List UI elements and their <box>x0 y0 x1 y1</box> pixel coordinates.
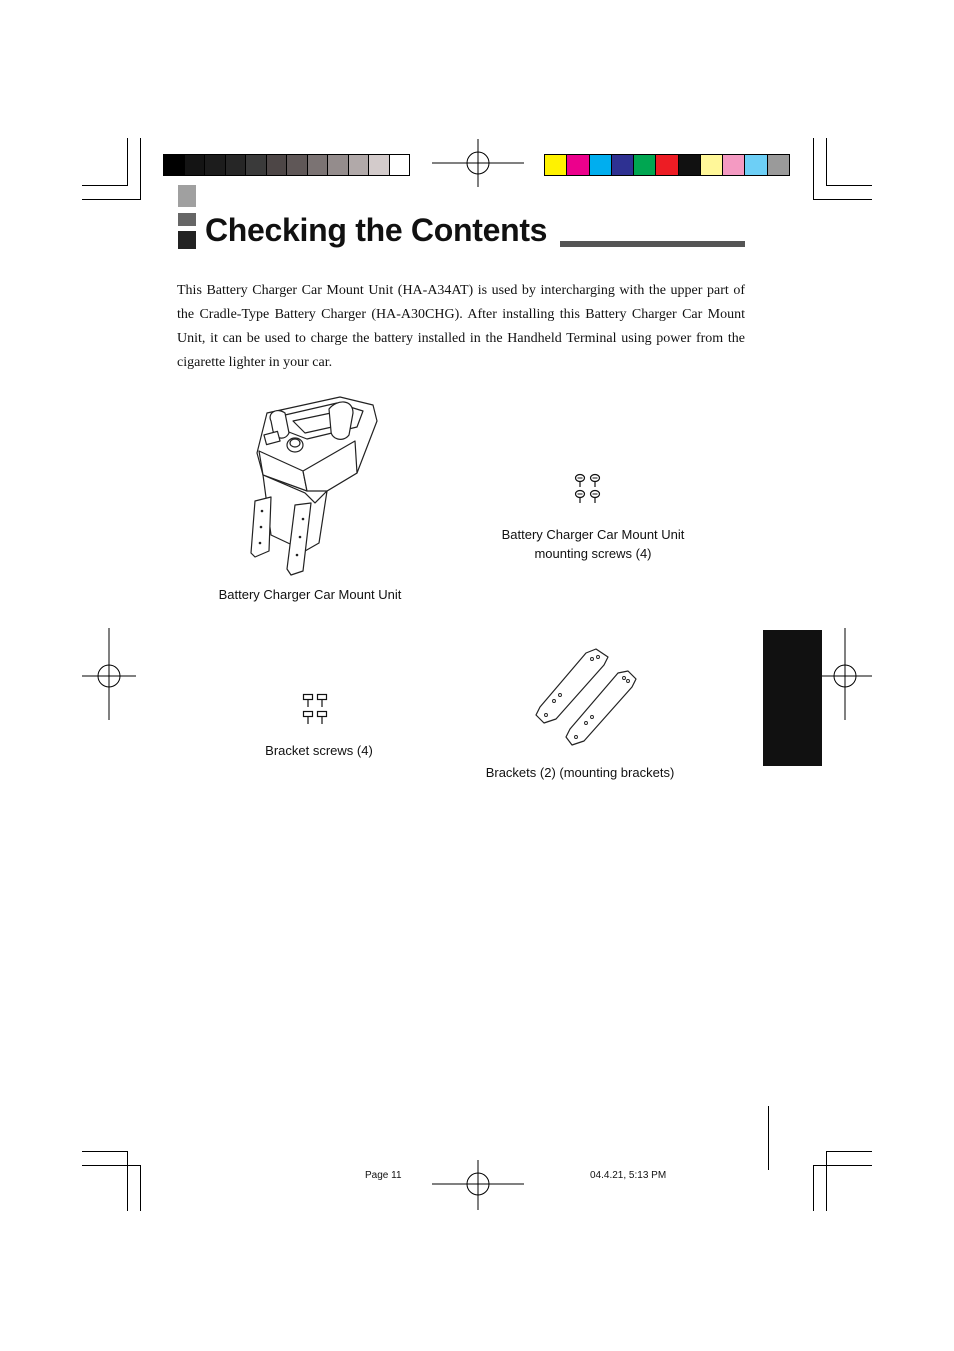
color-swatch <box>745 155 767 175</box>
color-swatch <box>656 155 678 175</box>
color-swatch <box>701 155 723 175</box>
crop-mark <box>140 1165 141 1211</box>
crop-mark <box>140 138 141 200</box>
grayscale-swatch <box>308 155 329 175</box>
crop-mark <box>82 185 128 186</box>
title-rule <box>560 241 745 247</box>
crop-mark <box>813 1165 872 1166</box>
heading-square-dark <box>178 231 196 249</box>
color-swatch <box>545 155 567 175</box>
registration-mark-bottom <box>432 1160 524 1210</box>
grayscale-swatch <box>287 155 308 175</box>
footer-timestamp: 04.4.21, 5:13 PM <box>590 1170 667 1181</box>
grayscale-swatch <box>369 155 390 175</box>
page-title: Checking the Contents <box>205 212 548 248</box>
grayscale-swatch <box>164 155 185 175</box>
brackets-caption: Brackets (2) (mounting brackets) <box>485 765 675 780</box>
bracket-screws-caption: Bracket screws (4) <box>265 743 373 758</box>
crop-mark <box>82 199 141 200</box>
brackets-illustration <box>530 645 640 750</box>
grayscale-swatch <box>185 155 206 175</box>
car-mount-unit-illustration <box>245 393 385 578</box>
color-swatch <box>612 155 634 175</box>
grayscale-swatch <box>390 155 410 175</box>
grayscale-swatch <box>246 155 267 175</box>
color-swatch <box>768 155 789 175</box>
color-swatch <box>679 155 701 175</box>
grayscale-swatch <box>267 155 288 175</box>
crop-mark <box>127 1151 128 1211</box>
car-mount-unit-caption: Battery Charger Car Mount Unit <box>218 587 402 602</box>
heading-square-mid <box>178 213 196 226</box>
grayscale-swatch <box>205 155 226 175</box>
color-swatch <box>723 155 745 175</box>
registration-mark-right <box>818 628 872 720</box>
crop-mark <box>813 1165 814 1211</box>
crop-mark <box>82 1151 128 1152</box>
crop-mark <box>82 1165 141 1166</box>
crop-mark <box>813 138 814 200</box>
crop-mark <box>826 185 872 186</box>
crop-mark <box>127 138 128 186</box>
grayscale-calibration-bar <box>163 154 410 176</box>
color-swatch <box>590 155 612 175</box>
bracket-screws-illustration <box>302 693 328 727</box>
crop-mark <box>826 1151 872 1152</box>
intro-paragraph: This Battery Charger Car Mount Unit (HA-A34AT) is used by intercharging with the upper part of the Cradle-Type Battery Charger (HA-A30CHG). After installing this Battery Charger Car Mount Unit, it can be used to charge the battery installed in the Handheld Terminal using power from the cigarette lighter in your car. <box>177 283 745 370</box>
grayscale-swatch <box>328 155 349 175</box>
grayscale-swatch <box>349 155 370 175</box>
margin-rule <box>768 1106 769 1170</box>
color-calibration-bar <box>544 154 790 176</box>
mounting-screws-caption-line2: mounting screws (4) <box>534 546 652 561</box>
crop-mark <box>813 199 872 200</box>
footer-page-number: Page 11 <box>365 1170 402 1181</box>
grayscale-swatch <box>226 155 247 175</box>
mounting-screws-caption-line1: Battery Charger Car Mount Unit <box>501 527 685 542</box>
heading-square-light <box>178 185 196 207</box>
mounting-screws-illustration <box>574 472 602 506</box>
crop-mark <box>826 138 827 186</box>
crop-mark <box>826 1151 827 1211</box>
registration-mark-top <box>432 139 524 187</box>
color-swatch <box>634 155 656 175</box>
color-swatch <box>567 155 589 175</box>
section-tab <box>763 630 822 766</box>
registration-mark-left <box>82 628 136 720</box>
